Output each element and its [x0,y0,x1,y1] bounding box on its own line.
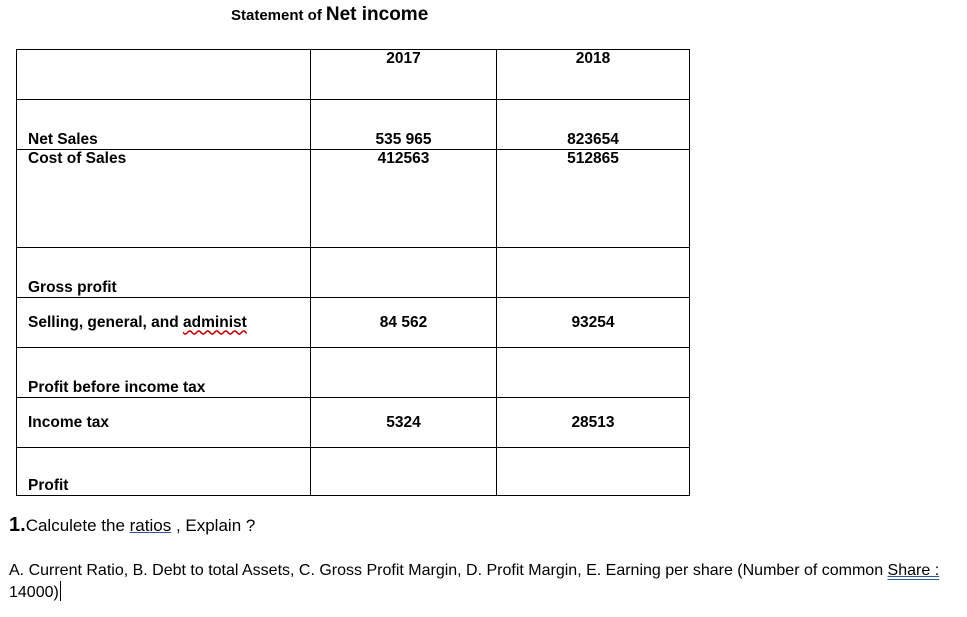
row-label: Income tax [17,398,311,448]
table-row [17,150,690,248]
question-line [9,514,255,537]
value-2018: 512865 [497,150,690,248]
value-2017 [311,448,497,496]
value-2017: 84 562 [311,298,497,348]
value-2018 [497,448,690,496]
value-2017: 5324 [311,398,497,448]
title-main: Net income [325,4,429,25]
question-text-before: Calculete the [25,516,130,535]
row-label: Profit before income tax [17,348,311,398]
answer-paragraph[interactable] [9,560,959,603]
title-prefix: Statement of [231,7,322,24]
row-label: Net Sales [17,100,311,150]
table-row [17,100,690,150]
value-2017 [311,348,497,398]
table-row [17,298,690,348]
answer-text-after: 14000) [9,584,59,601]
value-2017 [311,248,497,298]
answer-flagged-word: Share : [887,562,940,579]
year-header-2018: 2018 [497,50,690,100]
table-row [17,248,690,298]
text-cursor [60,581,61,601]
question-text-after: , Explain ? [171,516,256,535]
value-2018: 93254 [497,298,690,348]
question-number: 1. [9,514,26,536]
year-header-2017: 2017 [311,50,497,100]
row-label: Gross profit [17,248,311,298]
table-row [17,348,690,398]
spellcheck-flagged-word: administ [183,313,247,331]
row-label-text: Selling, general, and [28,313,184,331]
net-income-table [16,49,690,496]
table-row [17,448,690,496]
question-flagged-word: ratios [129,516,172,535]
answer-text-before: A. Current Ratio, B. Debt to total Assets, C. Gross Profit Margin, D. Profit Margin, E. Earning per share (Number of common [9,562,888,579]
value-2017: 412563 [311,150,497,248]
value-2018 [497,348,690,398]
value-2018: 823654 [497,100,690,150]
value-2018: 28513 [497,398,690,448]
row-label: Profit [17,448,311,496]
statement-title [231,4,428,28]
header-blank-cell [17,50,311,100]
value-2018 [497,248,690,298]
table-row [17,398,690,448]
row-label: Cost of Sales [17,150,311,248]
header-row [17,50,690,100]
value-2017: 535 965 [311,100,497,150]
row-label [17,298,311,348]
